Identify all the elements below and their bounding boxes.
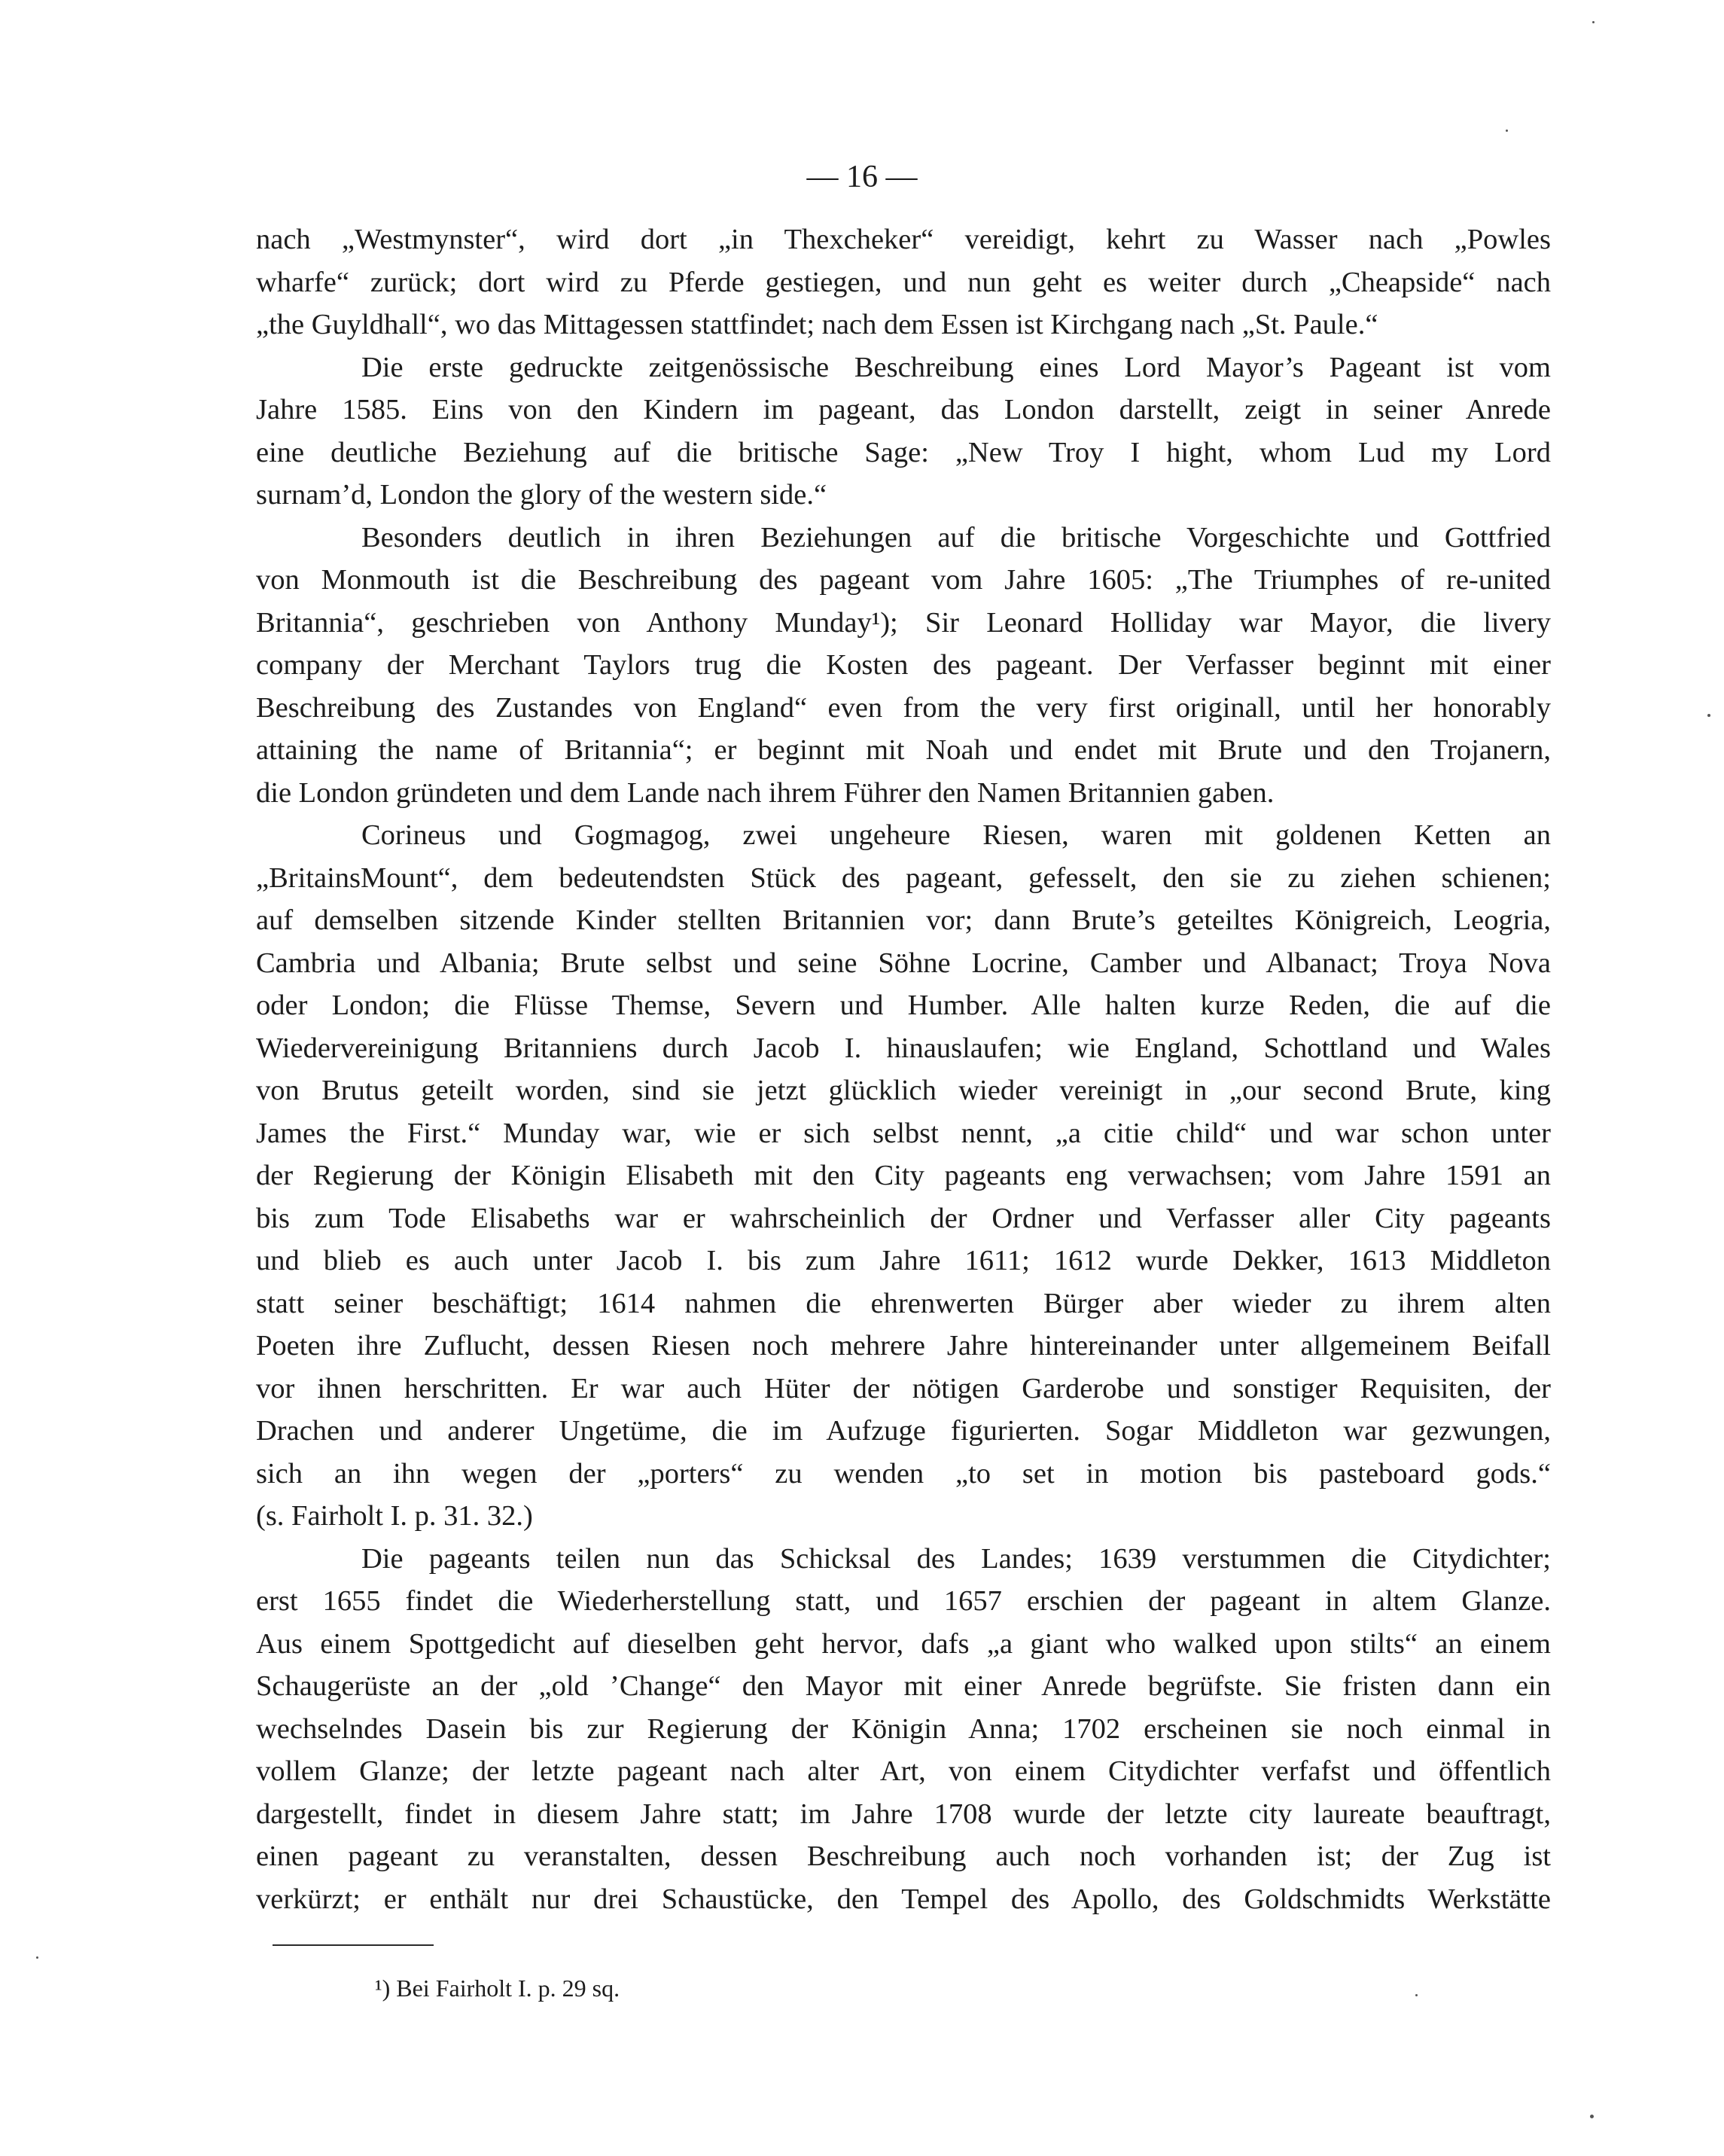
text-line: oder London; die Flüsse Themse, Severn und Humber. Alle halten kurze Reden, die auf die [256,990,1551,1021]
text-line: Drachen und anderer Ungetüme, die im Aufzuge figurierten. Sogar Middleton war gezwungen, [256,1415,1551,1447]
text-line: company der Merchant Taylors trug die Kosten des pageant. Der Verfasser beginnt mit einer [256,649,1551,681]
text-line: wharfe“ zurück; dort wird zu Pferde gestiegen, und nun geht es weiter durch „Cheapside“ nach [256,266,1551,298]
text-line: Poeten ihre Zuflucht, dessen Riesen noch mehrere Jahre hintereinander unter allgemeinem Beifall [256,1330,1551,1362]
body-text [256,218,1551,1920]
text-line: statt seiner beschäftigt; 1614 nahmen die ehrenwerten Bürger aber wieder zu ihrem alten [256,1287,1551,1319]
text-line: (s. Fairholt I. p. 31. 32.) [256,1500,533,1532]
text-line: wechselndes Dasein bis zur Regierung der Königin Anna; 1702 erscheinen sie noch einmal in [256,1712,1551,1745]
paragraph-4 [256,814,1551,1538]
text-line: von Brutus geteilt worden, sind sie jetzt glücklich wieder vereinigt in „our second Brute, king [256,1075,1551,1106]
text-line: Wiedervereinigung Britanniens durch Jacob I. hinauslaufen; wie England, Schottland und Wales [256,1032,1551,1064]
text-line: Beschreibung des Zustandes von England“ even from the very first originall, until her honorably [256,691,1551,724]
text-line: Aus einem Spottgedicht auf dieselben geht hervor, dafs „a giant who walked upon stilts“ an einem [256,1627,1551,1660]
paragraph-3 [256,517,1551,815]
scan-speck [1415,1994,1418,1996]
text-line: auf demselben sitzende Kinder stellten Britannien vor; dann Brute’s geteiltes Königreich, Leogria, [256,904,1551,936]
footnote-divider [273,1944,434,1946]
text-line: und blieb es auch unter Jacob I. bis zum Jahre 1611; 1612 wurde Dekker, 1613 Middleton [256,1245,1551,1276]
page-number: — 16 — [806,160,918,194]
text-line: einen pageant zu veranstalten, dessen Beschreibung auch noch vorhanden ist; der Zug ist [256,1840,1551,1872]
text-line: Schaugerüste an der „old ’Change“ den Mayor mit einer Anrede begrüfste. Sie fristen dann ein [256,1670,1551,1702]
text-line: nach „Westmynster“, wird dort „in Thexcheker“ vereidigt, kehrt zu Wasser nach „Powles [256,224,1551,255]
text-line: Corineus und Gogmagog, zwei ungeheure Riesen, waren mit goldenen Ketten an [361,819,1551,851]
scan-speck [1592,21,1595,23]
footnote: ¹) Bei Fairholt I. p. 29 sq. [375,1975,620,2002]
paragraph-1 [256,218,1551,346]
text-line: die London gründeten und dem Lande nach ihrem Führer den Namen Britannien gaben. [256,776,1275,809]
text-line: Die pageants teilen nun das Schicksal des Landes; 1639 verstummen die Citydichter; [361,1542,1551,1575]
scan-speck [1707,714,1710,717]
paragraph-5 [256,1538,1551,1921]
text-line: Jahre 1585. Eins von den Kindern im pageant, das London darstellt, zeigt in seiner Anrede [256,394,1551,425]
text-line: von Monmouth ist die Beschreibung des pageant vom Jahre 1605: „The Triumphes of re-united [256,564,1551,596]
text-line: surnam’d, London the glory of the western side.“ [256,479,827,511]
text-line: bis zum Tode Elisabeths war er wahrscheinlich der Ordner und Verfasser aller City pageants [256,1202,1551,1234]
text-line: vollem Glanze; der letzte pageant nach alter Art, von einem Citydichter verfafst und öffentlich [256,1755,1551,1787]
text-line: Besonders deutlich in ihren Beziehungen auf die britische Vorgeschichte und Gottfried [361,521,1551,553]
paragraph-2 [256,346,1551,517]
text-line: der Regierung der Königin Elisabeth mit den City pageants eng verwachsen; vom Jahre 1591 an [256,1160,1551,1191]
text-line: James the First.“ Munday war, wie er sich selbst nennt, „a citie child“ und war schon unter [256,1117,1551,1149]
text-line: Die erste gedruckte zeitgenössische Beschreibung eines Lord Mayor’s Pageant ist vom [361,351,1551,383]
text-line: Britannia“, geschrieben von Anthony Munday¹); Sir Leonard Holliday war Mayor, die livery [256,606,1551,639]
text-line: erst 1655 findet die Wiederherstellung statt, und 1657 erschien der pageant in altem Glanze. [256,1585,1551,1617]
text-line: „the Guyldhall“, wo das Mittagessen stattfindet; nach dem Essen ist Kirchgang nach „St. Paule.“ [256,309,1378,340]
text-line: „BritainsMount“, dem bedeutendsten Stück des pageant, gefesselt, den sie zu ziehen schienen; [256,861,1551,894]
text-line: verkürzt; er enthält nur drei Schaustücke, den Tempel des Apollo, des Goldschmidts Werkstätte [256,1883,1551,1915]
text-line: sich an ihn wegen der „porters“ zu wenden „to set in motion bis pasteboard gods.“ [256,1457,1551,1490]
text-line: eine deutliche Beziehung auf die britische Sage: „New Troy I hight, whom Lud my Lord [256,436,1551,468]
text-line: attaining the name of Britannia“; er beginnt mit Noah und endet mit Brute und den Trojanern, [256,734,1551,766]
text-line: Cambria und Albania; Brute selbst und seine Söhne Locrine, Camber und Albanact; Troya Nova [256,947,1551,979]
scan-speck [1506,130,1508,132]
scan-speck [1590,2115,1594,2118]
text-line: vor ihnen herschritten. Er war auch Hüter der nötigen Garderobe und sonstiger Requisiten, der [256,1372,1551,1404]
text-line: dargestellt, findet in diesem Jahre statt; im Jahre 1708 wurde der letzte city laureate beauftragt, [256,1798,1551,1830]
scan-speck [36,1956,38,1959]
